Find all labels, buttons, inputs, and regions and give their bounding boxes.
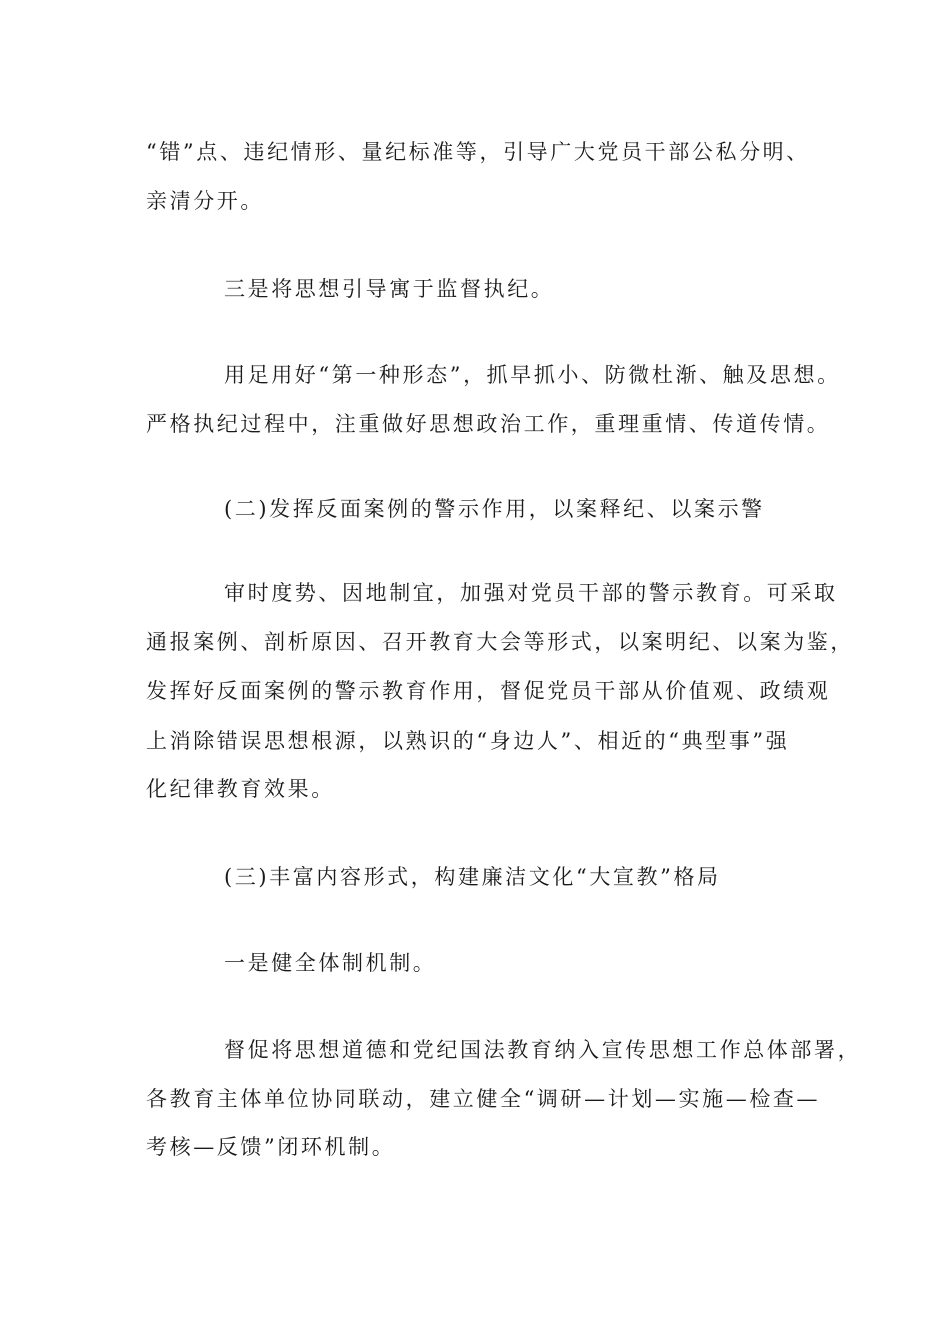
section-heading: (二)发挥反面案例的警示作用，以案释纪、以案示警	[224, 497, 765, 521]
body-text-line: 上消除错误思想根源，以熟识的“身边人”、相近的“典型事”强	[146, 729, 790, 753]
body-text-line: 审时度势、因地制宜，加强对党员干部的警示教育。可采取	[224, 581, 838, 605]
section-heading: (三)丰富内容形式，构建廉洁文化“大宣教”格局	[224, 865, 721, 889]
body-text-line: 发挥好反面案例的警示教育作用，督促党员干部从价值观、政绩观	[146, 679, 831, 703]
body-text-line: 化纪律教育效果。	[146, 777, 335, 801]
body-text-line: 一是健全体制机制。	[224, 951, 437, 975]
body-text-line: 各教育主体单位协同联动，建立健全“调研—计划—实施—检查—	[146, 1087, 821, 1111]
body-text-line: 用足用好“第一种形态”，抓早抓小、防微杜渐、触及思想。	[224, 363, 841, 387]
body-text-line: 通报案例、剖析原因、召开教育大会等形式，以案明纪、以案为鉴，	[146, 630, 854, 654]
body-text-line: 亲清分开。	[146, 189, 264, 213]
body-text-line: 考核—反馈”闭环机制。	[146, 1135, 396, 1159]
body-text-line: 严格执纪过程中，注重做好思想政治工作，重理重情、传道传情。	[146, 412, 831, 436]
body-text-line: 三是将思想引导寓于监督执纪。	[224, 277, 555, 301]
body-text-line: 督促将思想道德和党纪国法教育纳入宣传思想工作总体部署，	[224, 1038, 862, 1062]
body-text-line: “错”点、违纪情形、量纪标准等，引导广大党员干部公私分明、	[146, 140, 810, 164]
